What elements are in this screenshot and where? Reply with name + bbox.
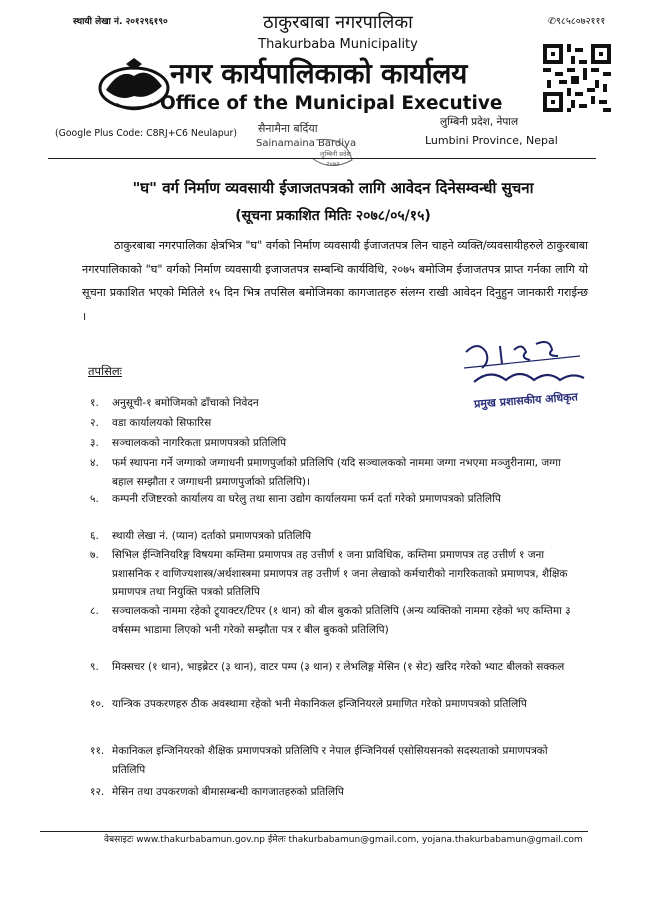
notice-title: "घ" वर्ग निर्माण व्यवसायी ईजाजतपत्रको लागि आवेदन दिनेसम्वन्धी सुचना <box>132 179 534 197</box>
list-item: ५. कम्पनी रजिष्टरको कार्यालय वा घरेलु तथा साना उद्योग कार्यालयमा फर्म दर्ता गरेको प्रमाणपत्रको प्रतिलिपि <box>90 493 501 505</box>
list-item: ८. सञ्चालकको नाममा रहेको ट्र्याक्टर/टिपर (१ थान) को बील बुकको प्रतिलिपि (अन्य व्यक्तिको नाममा रहेको भए कम्तिमा ३ वर्षसम्म भाडामा लिएको भनी गरेको सम्झौता पत्र र बील बुकको प्रतिलिपि) <box>90 605 571 636</box>
list-item: ६. स्थायी लेखा नं. (प्यान) दर्ताको प्रमाणपत्रको प्रतिलिपि <box>90 530 312 542</box>
list-item: १. अनुसूची-१ बमोजिमको ढाँचाको निवेदन <box>90 397 259 409</box>
qr-code-icon <box>543 44 611 112</box>
list-item: ३. सञ्चालकको नागरिकता प्रमाणपत्रको प्रतिलिपि <box>90 437 287 449</box>
list-item: ९. मिक्सचर (१ थान), भाइब्रेटर (३ थान), वाटर पम्प (३ थान) र लेभलिङ्ग मेसिन (१ सेट) खरिद गरेको भ्याट बीलको सक्कल <box>90 661 565 673</box>
intro-paragraph: ठाकुरबाबा नगरपालिका क्षेत्रभित्र "घ" वर्गको निर्माण व्यवसायी ईजाजतपत्र लिन चाहने व्यक्ति/व्यवसायीहरुले ठाकुरबाबा नगरपालिकाको "घ" वर्गको निर्माण व्यवसायी इजाजतपत्र सम्बन्धि कार्यविधि, २०७५ बमोजिम ईजाजतपत्र प्राप्त गर्नका लागि यो सूचना प्रकाशित भएको मितिले १५ दिन भित्र तपसिल बमोजिमका कागजातहरु संलग्न राखी आवेदन दिनुहुन जानकारी गराईन्छ । <box>82 239 588 323</box>
footer-contact: वेबसाइटः www.thakurbabamun.gov.np ईमेलः thakurbabamun@gmail.com, yojana.thakurbabamun@gmail.com <box>104 835 583 845</box>
signer-designation: प्रमुख प्रशासकीय अधिकृत <box>473 390 579 411</box>
list-item: ४. फर्म स्थापना गर्ने जग्गाको जग्गाधनी प्रमाणपुर्जाको प्रतिलिपि (यदि सञ्चालकको नाममा जग्गा नभएमा मञ्जुरीनामा, जग्गा बहाल सम्झौता र जग्गाधनी प्रमाणपुर्जाको प्रतिलिपि)। <box>90 457 561 488</box>
svg-text:लुम्बिनी प्रदेश: लुम्बिनी प्रदेश <box>320 150 351 158</box>
header-divider <box>48 158 596 159</box>
notice-intro <box>82 234 588 328</box>
seal-stamp-icon <box>250 114 360 170</box>
svg-text:२०७२: २०७२ <box>326 160 340 168</box>
svg-text:Sainamaina Bardiya: Sainamaina Bardiya <box>256 138 357 149</box>
office-name-nepali: नगर कार्यपालिकाको कार्यालय <box>170 57 468 90</box>
details-heading: तपसिलः <box>88 364 122 378</box>
list-item: १२. मेसिन तथा उपकरणको बीमासम्बन्धी कागजातहरुको प्रतिलिपि <box>90 786 344 798</box>
province-english: Lumbini Province, Nepal <box>425 134 558 147</box>
signature-icon <box>460 338 590 390</box>
list-item: ७. सिभिल ईन्जिनियरिङ्ग विषयमा कम्तिमा प्रमाणपत्र तह उत्तीर्ण १ जना प्राविधिक, कम्तिमा प्रमाणपत्र तह उत्तीर्ण १ जना प्रशासनिक र वाणिज्यशास्त्र/अर्थशास्त्रमा प्रमाणपत्र तह उत्तीर्ण १ जना लेखाको कर्मचारीको नागरिकताको प्रमाणपत्र, शैक्षिक प्रमाणपत्र तथा नियुक्ति पत्रको प्रतिलिपि <box>90 549 568 598</box>
pan-number: स्थायी लेखा नं. २०१२९६१९० <box>73 17 168 27</box>
svg-text:सैनामैना बर्दिया: सैनामैना बर्दिया <box>258 122 318 135</box>
list-item: ११. मेकानिकल इन्जिनियरको शैक्षिक प्रमाणपत्रको प्रतिलिपि र नेपाल ईन्जिनियर्स एसोसियसनको सदस्यताको प्रमाणपत्रको प्रतिलिपि <box>90 745 548 776</box>
published-date: (सूचना प्रकाशित मितिः २०७८/०५/१५) <box>235 208 431 224</box>
google-plus-code: (Google Plus Code: C8RJ+C6 Neulapur) <box>55 128 237 139</box>
phone-number: ✆९८५८०७२१११ <box>548 16 606 27</box>
list-item: १०. यान्त्रिक उपकरणहरु ठीक अवस्थामा रहेको भनी मेकानिकल इन्जिनियरले प्रमाणित गरेको प्रमाणपत्रको प्रतिलिपि <box>90 698 527 710</box>
municipality-name-english: Thakurbaba Municipality <box>258 37 418 52</box>
office-name-english: Office of the Municipal Executive <box>160 93 503 114</box>
province-nepali: लुम्बिनी प्रदेश, नेपाल <box>440 116 519 128</box>
municipality-name-nepali: ठाकुरबाबा नगरपालिका <box>263 12 413 33</box>
list-item: २. वडा कार्यालयको सिफारिस <box>90 417 212 429</box>
